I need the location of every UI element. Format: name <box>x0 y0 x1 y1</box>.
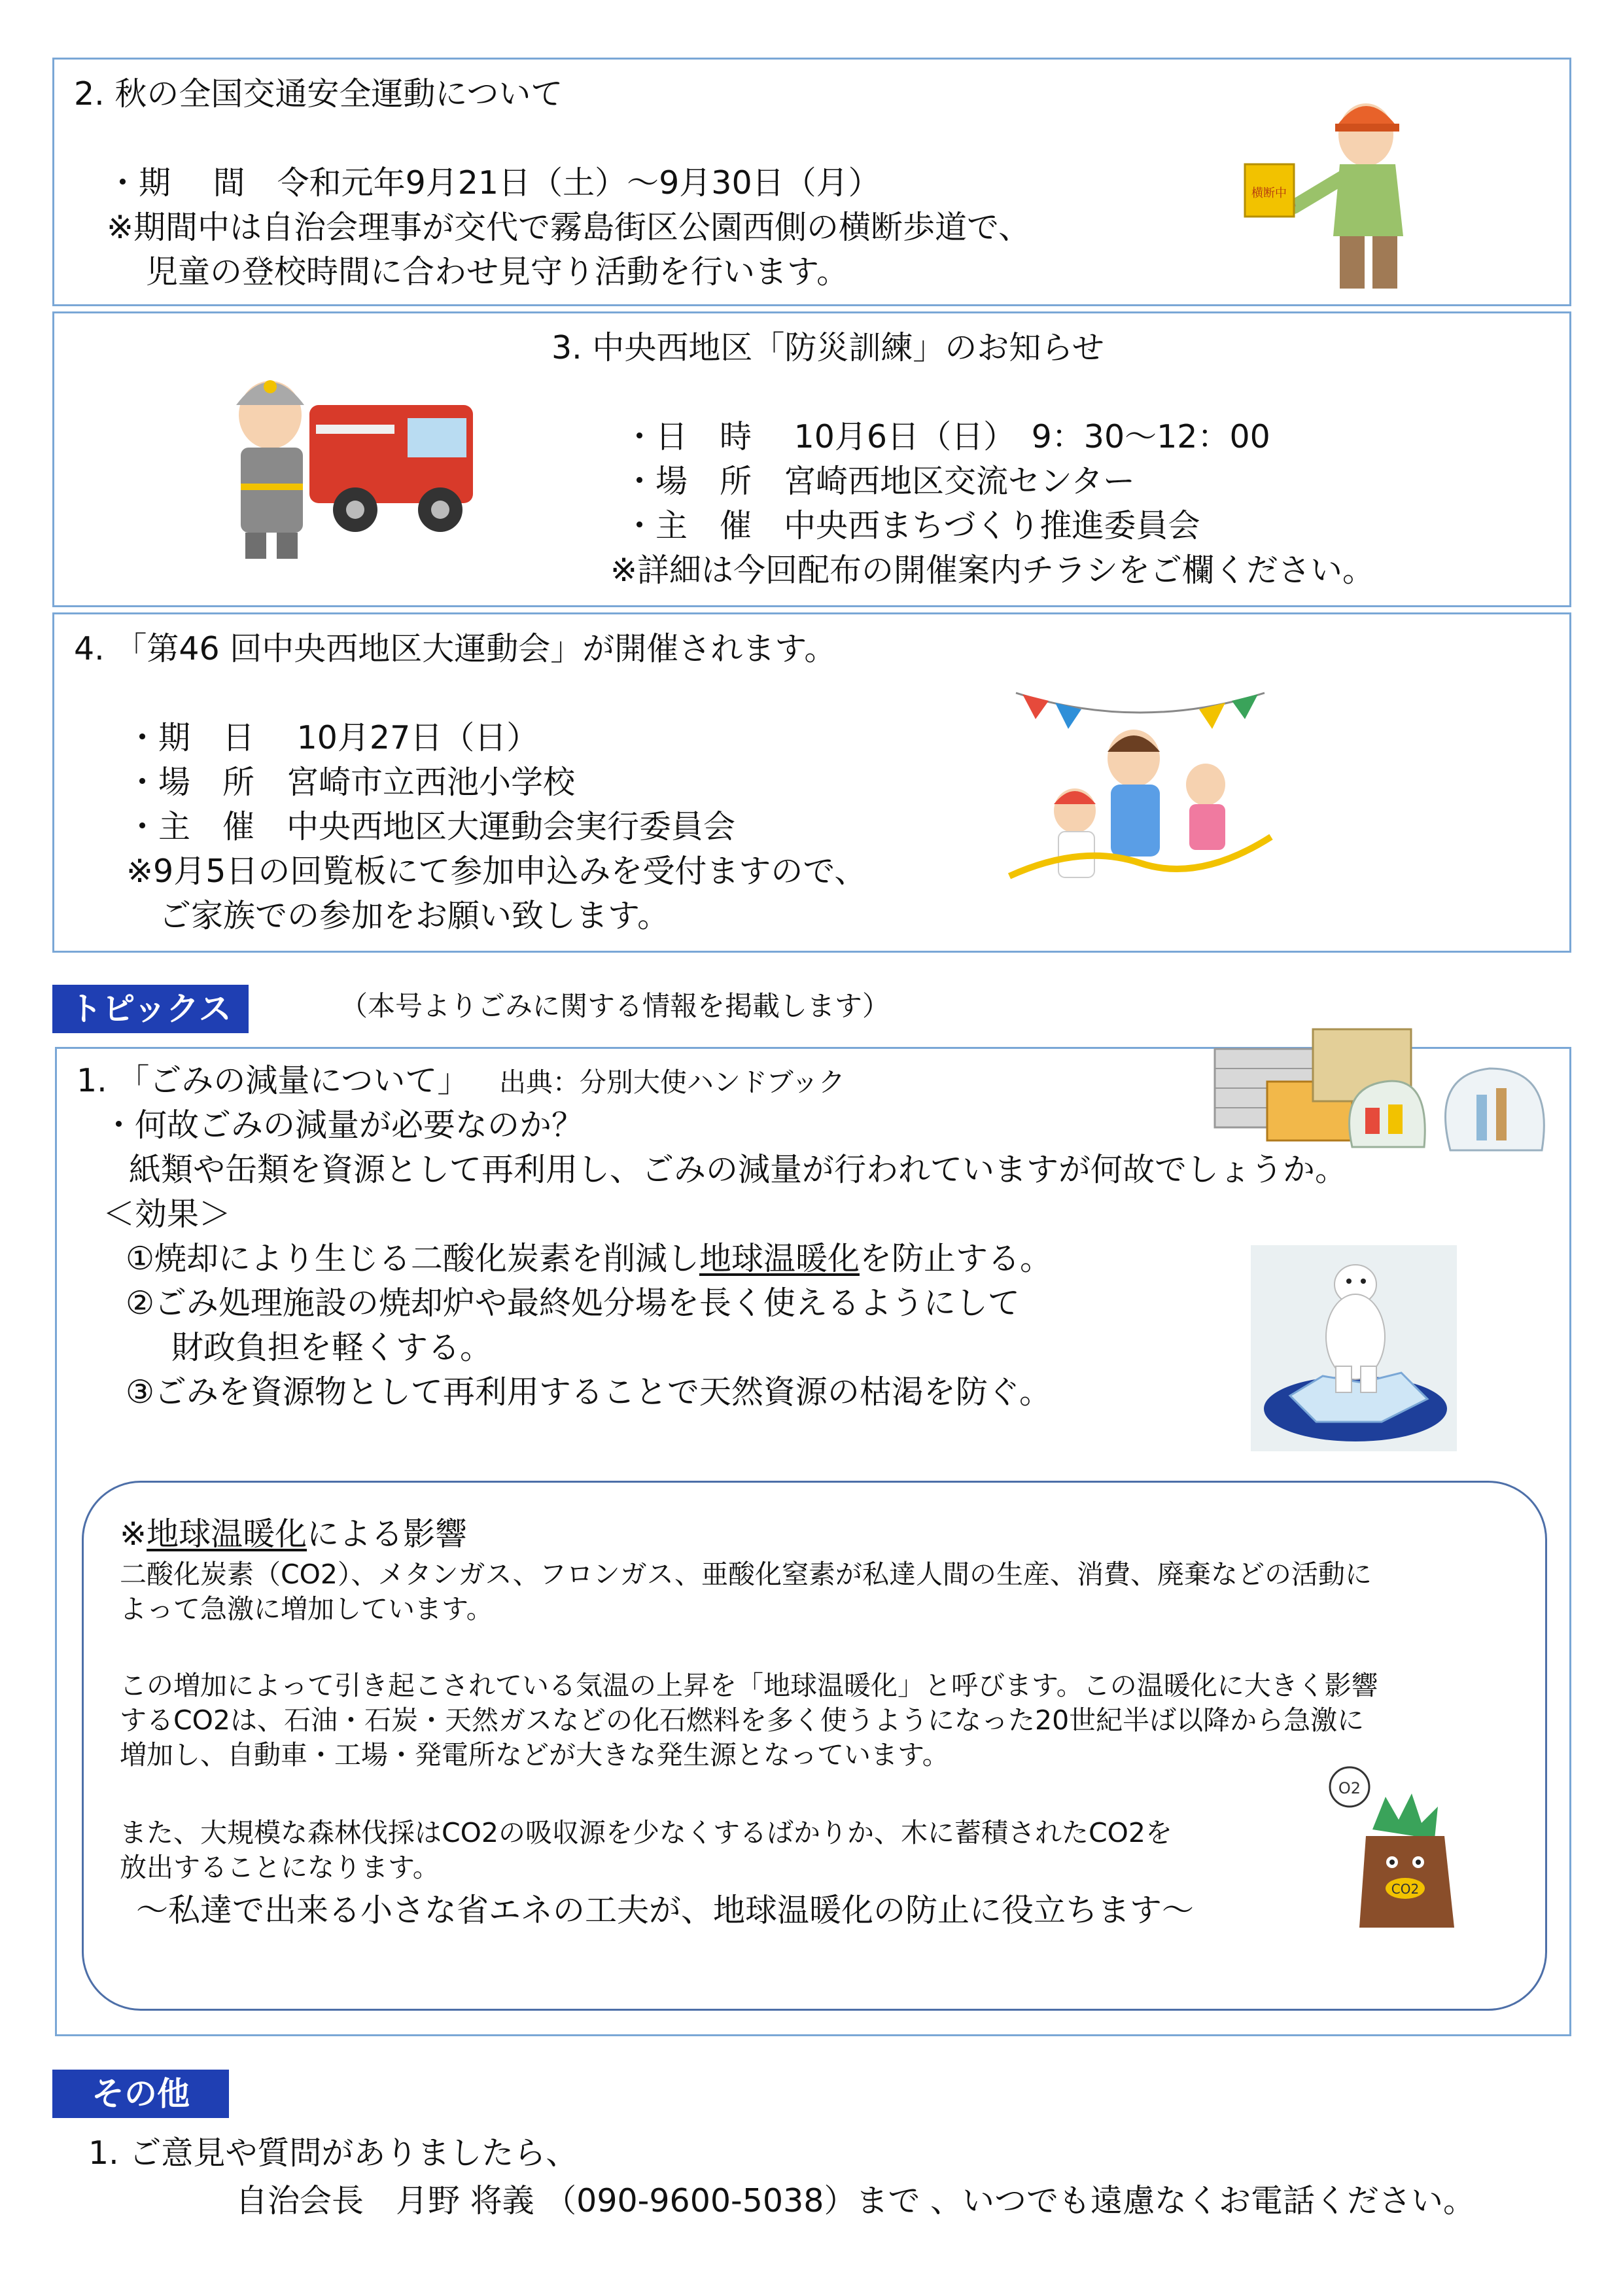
polar-bear-illustration <box>1251 1245 1457 1451</box>
sports-festival-title: 4. 「第46 回中央西地区大運動会」が開催されます。 <box>74 630 837 667</box>
section-traffic-safety <box>52 58 1571 306</box>
sports-festival-host: ・主 催 中央西地区大運動会実行委員会 <box>126 808 736 845</box>
sports-day-illustration <box>1003 680 1278 915</box>
effect-1-underlined: 地球温暖化 <box>699 1240 860 1277</box>
sports-festival-note-1: ※9月5日の回覧板にて参加申込みを受付ますので、 <box>126 853 867 890</box>
sports-festival-place: ・場 所 宮崎市立西池小学校 <box>126 764 576 801</box>
global-warming-box <box>82 1481 1547 2011</box>
tree-mascot-illustration <box>1314 1757 1471 1941</box>
impact-para-1b: よって急激に増加しています。 <box>120 1593 493 1625</box>
sports-festival-note-2: ご家族での参加をお願い致します。 <box>159 897 670 934</box>
flag-text: 横断中 <box>1251 186 1287 200</box>
disaster-drill-note: ※詳細は今回配布の開催案内チラシをご欄ください。 <box>610 552 1375 589</box>
disaster-drill-title: 3. 中央西地区「防災訓練」のお知らせ <box>551 329 1104 366</box>
other-line-2: 自治会長 月野 将義 （090-9600-5038）まで 、いつでも遠慮なくお電話ください。 <box>236 2182 1476 2219</box>
traffic-safety-title: 2. 秋の全国交通安全運動について <box>74 75 563 113</box>
effect-2a: ②ごみ処理施設の焼却炉や最終処分場を長く使えるようにして <box>126 1284 1020 1322</box>
topics-label: トピックス <box>52 985 249 1033</box>
impact-para-1a: 二酸化炭素（CO2）、メタンガス、フロンガス、亜酸化窒素が私達人間の生産、消費、廃棄などの活動に <box>120 1559 1372 1590</box>
topics-title <box>77 1062 845 1101</box>
closing-message: ～私達で出来る小さな省エネの工夫が、地球温暖化の防止に役立ちます～ <box>136 1892 1195 1929</box>
impact-para-2c: 増加し、自動車・工場・発電所などが大きな発生源となっています。 <box>120 1739 949 1771</box>
garbage-illustration <box>1202 1010 1568 1160</box>
topics-intro: 紙類や缶類を資源として再利用し、ごみの減量が行われていますが何故でしょうか。 <box>129 1151 1348 1188</box>
firefighter-illustration <box>211 353 499 562</box>
global-warming-mark: ※ <box>120 1515 147 1553</box>
impact-para-3b: 放出することになります。 <box>120 1852 440 1883</box>
traffic-safety-note-2: 児童の登校時間に合わせ見守り活動を行います。 <box>146 253 849 291</box>
topics-source: 出典：分別大使ハンドブック <box>498 1067 845 1098</box>
traffic-safety-note-1: ※期間中は自治会理事が交代で霧島街区公園西側の横断歩道で、 <box>107 209 1031 246</box>
traffic-safety-period: ・期 間 令和元年9月21日（土）～9月30日（月） <box>107 164 881 202</box>
impact-para-2a: この増加によって引き起こされている気温の上昇を「地球温暖化」と呼びます。この温暖化に大きく影響 <box>120 1670 1378 1701</box>
impact-para-2b: するCO2は、石油・石炭・天然ガスなどの化石燃料を多く使うようになった20世紀半ば以降から急激に <box>120 1704 1365 1736</box>
section-topics <box>55 1047 1571 2036</box>
topics-question: ・何故ごみの減量が必要なのか？ <box>103 1106 584 1144</box>
crossing-guard-illustration <box>1232 73 1448 302</box>
sports-festival-date: ・期 日 10月27日（日） <box>126 719 539 756</box>
o2-bubble-text: O2 <box>1338 1779 1361 1797</box>
disaster-drill-place: ・場 所 宮崎西地区交流センター <box>623 463 1136 500</box>
effect-2b: 財政負担を軽くする。 <box>171 1329 493 1366</box>
co2-mark-text: CO2 <box>1391 1881 1420 1897</box>
global-warming-heading-rest: による影響 <box>307 1515 468 1553</box>
effect-1-post: を防止する。 <box>859 1240 1052 1277</box>
global-warming-heading-underlined: 地球温暖化 <box>147 1515 307 1553</box>
section-sports-festival <box>52 612 1571 953</box>
disaster-drill-date: ・日 時 10月6日（日） 9：30～12：00 <box>623 418 1270 455</box>
disaster-drill-host: ・主 催 中央西まちづくり推進委員会 <box>623 507 1200 544</box>
other-label: その他 <box>52 2070 229 2118</box>
topics-title-text: 1. 「ごみの減量について」 <box>77 1062 470 1099</box>
topics-subtitle: （本号よりごみに関する情報を掲載します） <box>340 990 890 1022</box>
impact-para-3a: また、大規模な森林伐採はCO2の吸収源を少なくするばかりか、木に蓄積されたCO2を <box>120 1817 1172 1848</box>
other-line-1: 1. ご意見や質問がありましたら、 <box>88 2134 578 2172</box>
effect-1 <box>126 1240 1052 1279</box>
effect-1-pre: ①焼却により生じる二酸化炭素を削減し <box>126 1240 699 1277</box>
effect-3: ③ごみを資源物として再利用することで天然資源の枯渇を防ぐ。 <box>126 1373 1051 1411</box>
effect-heading: ＜効果＞ <box>103 1195 232 1233</box>
section-disaster-drill <box>52 311 1571 607</box>
global-warming-heading <box>120 1515 467 1554</box>
